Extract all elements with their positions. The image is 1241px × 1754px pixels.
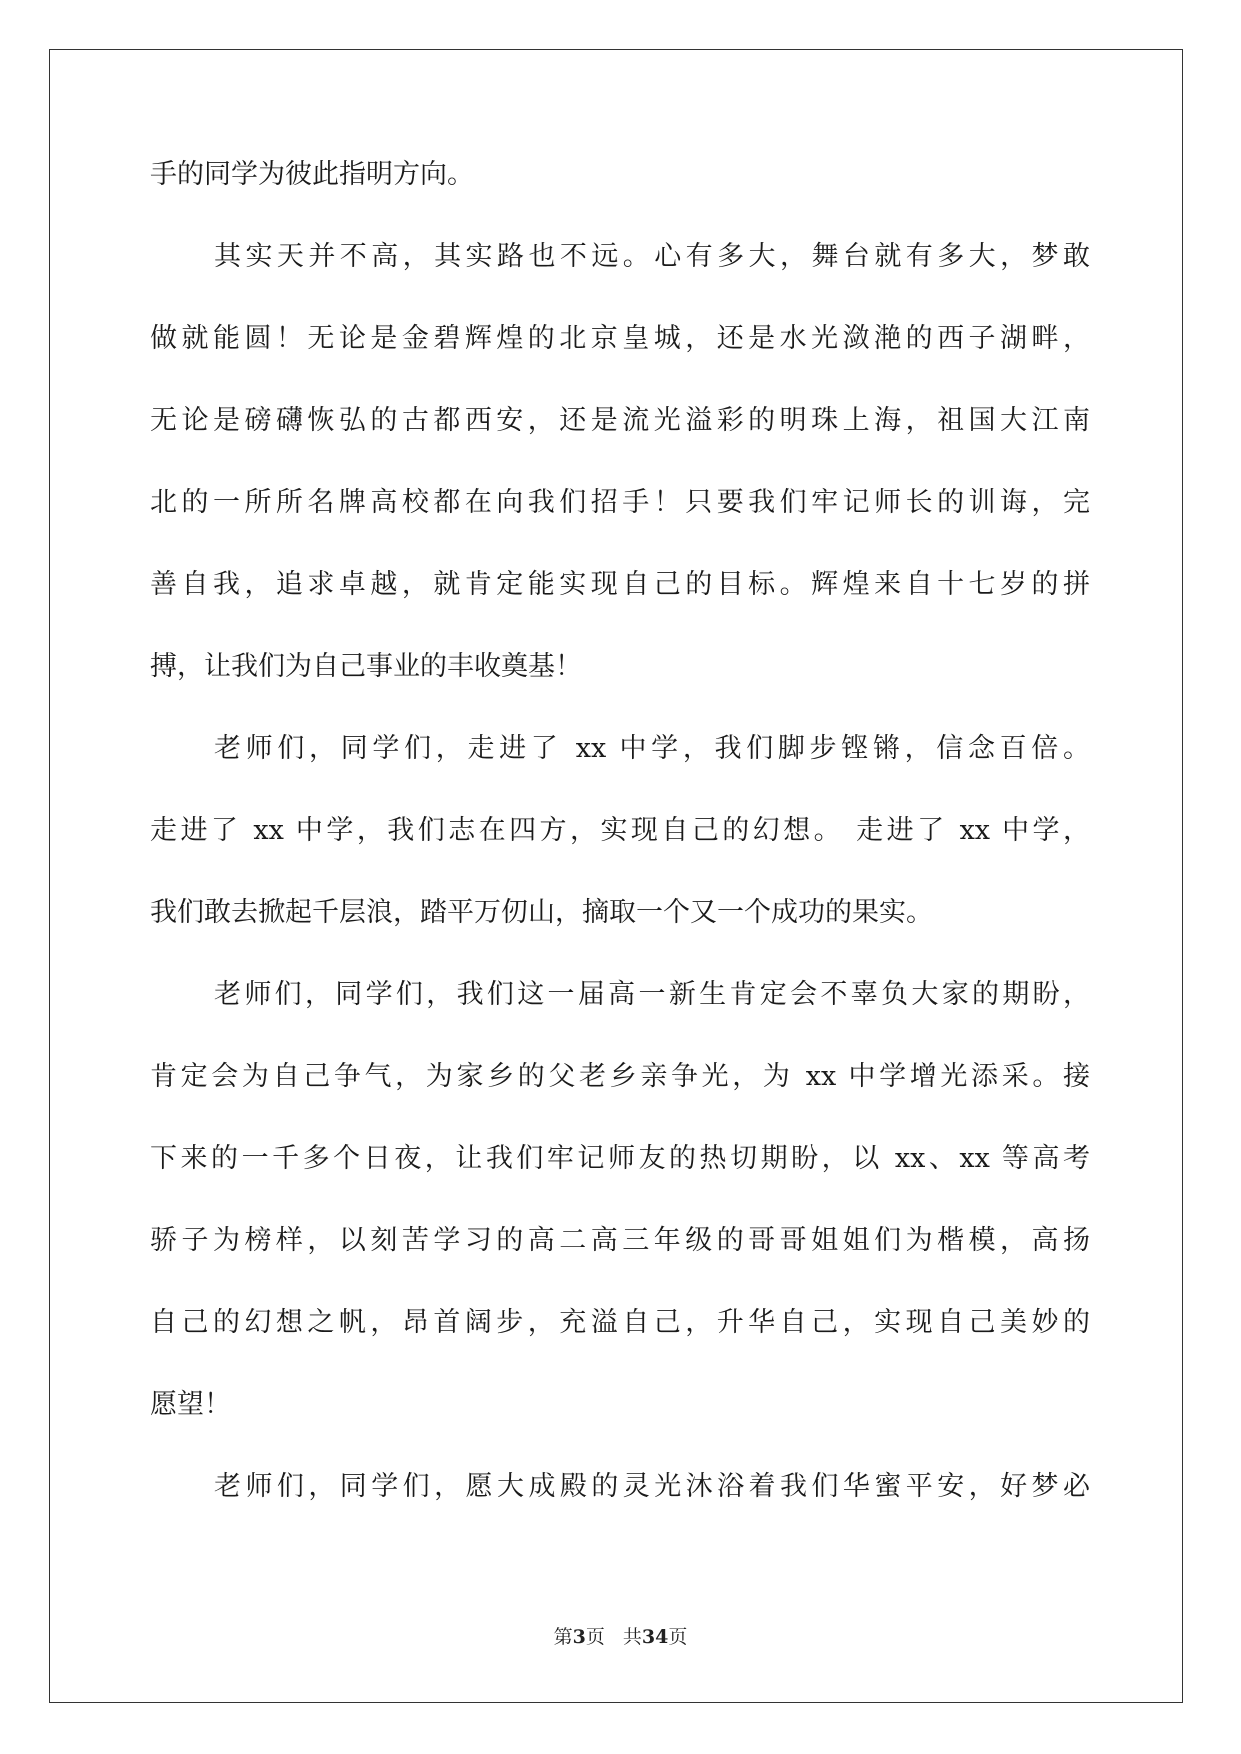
total-suffix: 页	[668, 1626, 688, 1648]
text-line: 走进了 xx 中学，我们志在四方，实现自己的幻想。 走进了 xx 中学，	[150, 815, 1090, 846]
total-prefix: 共	[622, 1626, 642, 1648]
text-line: 北的一所所名牌高校都在向我们招手！只要我们牢记师长的训诲，完	[150, 487, 1090, 518]
text-line: 骄子为榜样，以刻苦学习的高二高三年级的哥哥姐姐们为楷模，高扬	[150, 1225, 1090, 1256]
text-line: 善自我，追求卓越，就肯定能实现自己的目标。辉煌来自十七岁的拼	[150, 569, 1090, 600]
text-line: 做就能圆！无论是金碧辉煌的北京皇城，还是水光潋滟的西子湖畔，	[150, 323, 1090, 354]
text-line: 自己的幻想之帆，昂首阔步，充溢自己，升华自己，实现自己美妙的	[150, 1307, 1090, 1338]
text-line: 其实天并不高，其实路也不远。心有多大，舞台就有多大，梦敢	[214, 241, 1090, 272]
document-body	[150, 160, 1090, 1554]
text-line: 老师们，同学们，我们这一届高一新生肯定会不辜负大家的期盼，	[214, 979, 1090, 1010]
text-line: 肯定会为自己争气，为家乡的父老乡亲争光，为 xx 中学增光添采。接	[150, 1061, 1090, 1092]
text-line: 无论是磅礴恢弘的古都西安，还是流光溢彩的明珠上海，祖国大江南	[150, 405, 1090, 436]
page-suffix: 页	[585, 1626, 605, 1648]
text-line: 老师们，同学们，走进了 xx 中学，我们脚步铿锵，信念百倍。	[214, 733, 1090, 764]
text-line: 老师们，同学们，愿大成殿的灵光沐浴着我们华蜜平安，好梦必	[214, 1471, 1090, 1502]
text-line: 我们敢去掀起千层浪，踏平万仞山，摘取一个又一个成功的果实。	[150, 897, 933, 928]
text-line: 手的同学为彼此指明方向。	[150, 159, 474, 190]
text-line: 搏，让我们为自己事业的丰收奠基！	[150, 651, 582, 682]
page-footer	[0, 1622, 1241, 1649]
page-prefix: 第	[553, 1626, 573, 1648]
total-pages-number: 34	[641, 1626, 669, 1648]
text-line: 愿望！	[150, 1389, 231, 1420]
current-page-number: 3	[572, 1626, 586, 1648]
text-line: 下来的一千多个日夜，让我们牢记师友的热切期盼，以 xx、xx 等高考	[150, 1143, 1090, 1174]
